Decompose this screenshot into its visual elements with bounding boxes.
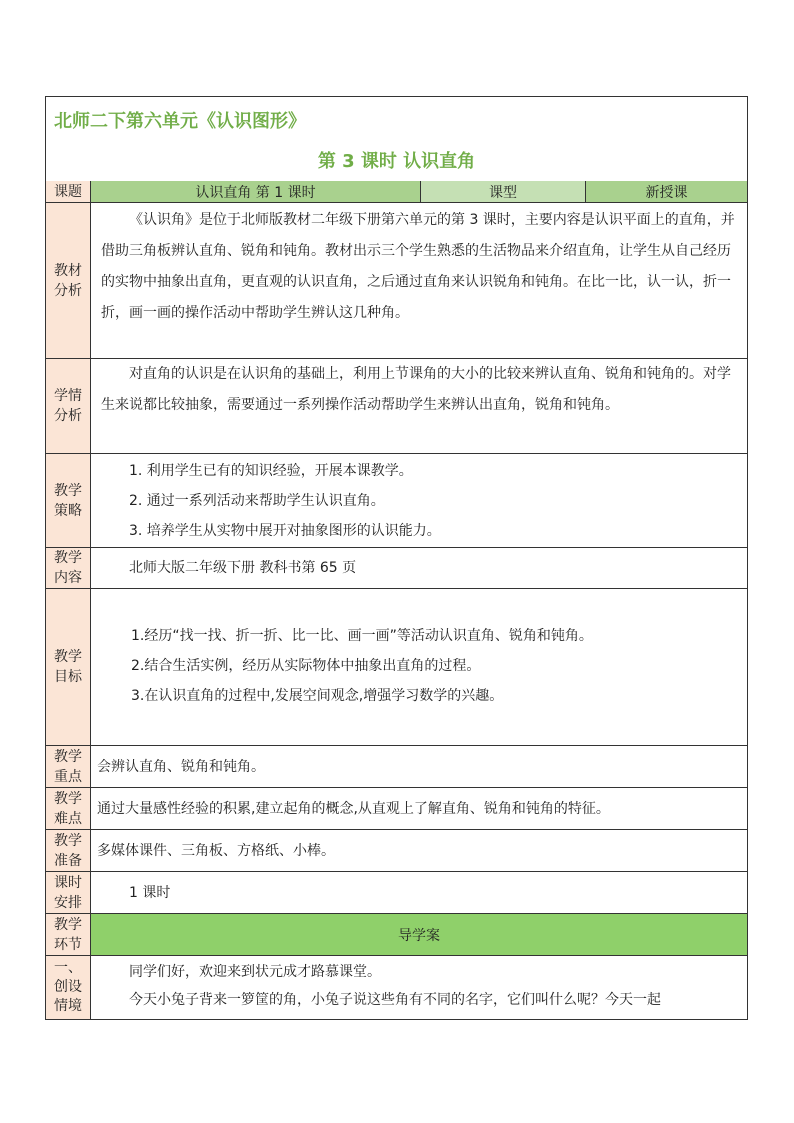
content-label: 教学 内容 xyxy=(46,548,91,588)
schedule-cell xyxy=(91,872,747,913)
strategy-content xyxy=(91,454,747,547)
key-points-cell xyxy=(91,746,747,787)
guide-header: 导学案 xyxy=(91,914,747,955)
textbook-analysis-label: 教材 分析 xyxy=(46,203,91,358)
topic-value: 认识直角 第 1 课时 xyxy=(91,181,421,202)
content-row xyxy=(46,548,747,589)
difficulties-row xyxy=(46,788,747,830)
goals-row xyxy=(46,589,747,746)
section-label: 教学 环节 xyxy=(46,914,91,955)
title-row xyxy=(46,97,747,182)
strategy-item: 2. 通过一系列活动来帮助学生认识直角。 xyxy=(129,493,385,509)
student-analysis-row xyxy=(46,359,747,454)
textbook-analysis-row xyxy=(46,203,747,359)
key-points-text: 会辨认直角、锐角和钝角。 xyxy=(97,759,265,775)
preparation-label: 教学 准备 xyxy=(46,830,91,871)
lesson-title: 第 3 课时 认识直角 xyxy=(317,151,476,172)
textbook-analysis-text: 《认识角》是位于北师版教材二年级下册第六单元的第 3 课时，主要内容是认识平面上的直角，并借助三角板辨认直角、锐角和钝角。教材出示三个学生熟悉的生活物品来介绍直角，让学生从自己经历的实物中抽象出直角，更直观的认识直角，之后通过直角来认识锐角和钝角。在比一比，认一认，折一折，画一画的操作活动中帮助学生辨认这几种角。 xyxy=(101,212,735,321)
textbook-analysis-content xyxy=(91,203,747,358)
goal-item: 2.结合生活实例，经历从实际物体中抽象出直角的过程。 xyxy=(131,658,481,674)
type-value: 新授课 xyxy=(586,181,747,202)
goals-label: 教学 目标 xyxy=(46,589,91,745)
unit-title: 北师二下第六单元《认识图形》 xyxy=(54,111,306,132)
preparation-cell xyxy=(91,830,747,871)
goal-item: 3.在认识直角的过程中,发展空间观念,增强学习数学的兴趣。 xyxy=(131,688,504,704)
section-row xyxy=(46,914,747,956)
content-text: 北师大版二年级下册 教科书第 65 页 xyxy=(129,560,357,576)
strategy-row xyxy=(46,454,747,548)
preparation-text: 多媒体课件、三角板、方格纸、小棒。 xyxy=(97,843,335,859)
difficulties-text: 通过大量感性经验的积累,建立起角的概念,从直观上了解直角、锐角和钝角的特征。 xyxy=(97,801,610,817)
goal-item: 1.经历“找一找、折一折、比一比、画一画”等活动认识直角、锐角和钝角。 xyxy=(131,628,593,644)
student-analysis-text: 对直角的认识是在认识角的基础上，利用上节课角的大小的比较来辨认直角、锐角和钝角的。对学生来说都比较抽象，需要通过一系列操作活动帮助学生来辨认出直角，锐角和钝角。 xyxy=(101,366,731,413)
situation-line: 今天小兔子背来一箩筐的角，小兔子说这些角有不同的名字，它们叫什么呢？今天一起 xyxy=(129,992,661,1008)
schedule-text: 1 课时 xyxy=(129,885,171,901)
strategy-item: 3. 培养学生从实物中展开对抽象图形的认识能力。 xyxy=(129,523,441,539)
content-cell xyxy=(91,548,747,588)
topic-row xyxy=(46,181,747,203)
student-analysis-label: 学情 分析 xyxy=(46,359,91,453)
student-analysis-content xyxy=(91,359,747,453)
key-points-row xyxy=(46,746,747,788)
schedule-row xyxy=(46,872,747,914)
strategy-item: 1. 利用学生已有的知识经验，开展本课教学。 xyxy=(129,463,413,479)
difficulties-label: 教学 难点 xyxy=(46,788,91,829)
preparation-row xyxy=(46,830,747,872)
topic-label: 课题 xyxy=(46,181,91,202)
situation-label: 一、 创设 情境 xyxy=(46,956,91,1019)
situation-content xyxy=(91,956,747,1019)
difficulties-cell xyxy=(91,788,747,829)
goals-content xyxy=(91,589,747,745)
situation-line: 同学们好，欢迎来到状元成才路慕课堂。 xyxy=(129,964,381,980)
schedule-label: 课时 安排 xyxy=(46,872,91,913)
type-label: 课型 xyxy=(421,181,586,202)
key-points-label: 教学 重点 xyxy=(46,746,91,787)
lesson-plan-table xyxy=(45,96,748,1020)
strategy-label: 教学 策略 xyxy=(46,454,91,547)
situation-row xyxy=(46,956,747,1019)
